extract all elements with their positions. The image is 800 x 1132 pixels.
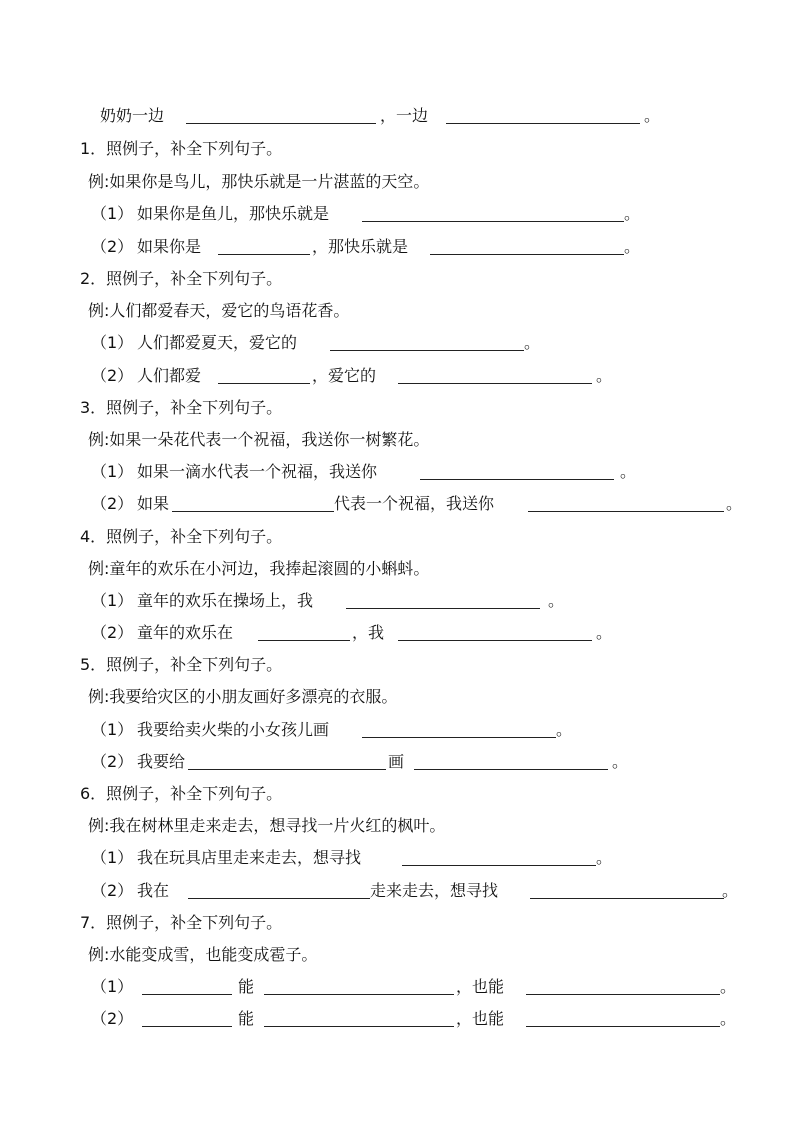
sentence-text: 能 [238,1009,255,1028]
sentence-end: 。 [722,881,739,900]
sentence-text: 如果一滴水代表一个祝福，我送你 [137,462,378,481]
item-number: （1） [91,462,134,481]
blank-field[interactable] [526,1026,720,1027]
blank-field[interactable] [362,737,556,738]
blank-field[interactable] [188,898,370,899]
sentence-text: 人们都爱夏天，爱它的 [137,333,298,352]
sentence-text: 我在 [137,881,170,900]
item-number: （2） [91,366,134,385]
blank-field[interactable] [526,994,720,995]
question-heading: 4．照例子，补全下列句子。 [80,527,283,546]
blank-field[interactable] [398,640,592,641]
sentence-text: 代表一个祝福，我送你 [334,494,495,513]
example-sentence: 例:人们都爱春天，爱它的鸟语花香。 [88,301,350,320]
blank-field[interactable] [398,383,592,384]
blank-field[interactable] [430,254,624,255]
item-number: （2） [91,752,134,771]
blank-field[interactable] [330,350,524,351]
item-number: （2） [91,237,134,256]
item-number: （1） [91,204,134,223]
example-sentence: 例:童年的欢乐在小河边，我捧起滚圆的小蝌蚪。 [88,559,430,578]
sentence-end: 。 [596,623,613,642]
blank-field[interactable] [402,865,596,866]
item-number: （1） [91,848,134,867]
question-heading: 1．照例子，补全下列句子。 [80,139,283,158]
sentence-end: 。 [556,720,573,739]
sentence-text: 走来走去，想寻找 [370,881,499,900]
blank-field[interactable] [528,511,724,512]
intro-text-a: 奶奶一边 [100,106,165,125]
intro-text-b: ，一边 [380,106,429,125]
sentence-end: 。 [726,494,743,513]
sentence-text: 童年的欢乐在操场上，我 [137,591,314,610]
blank-field[interactable] [420,479,614,480]
sentence-end: 。 [624,237,641,256]
blank-field[interactable] [264,1026,454,1027]
sentence-text: 我要给 [137,752,186,771]
item-number: （1） [91,977,134,996]
sentence-text: ，我 [352,623,385,642]
sentence-end: 。 [720,1009,737,1028]
sentence-text: ，也能 [456,1009,505,1028]
sentence-end: 。 [596,366,613,385]
item-number: （2） [91,623,134,642]
intro-end: 。 [644,106,661,125]
blank-field[interactable] [530,898,724,899]
blank-field[interactable] [258,640,350,641]
blank-field[interactable] [142,994,232,995]
question-heading: 3．照例子，补全下列句子。 [80,398,283,417]
sentence-text: ，也能 [456,977,505,996]
sentence-text: ，爱它的 [312,366,377,385]
sentence-end: 。 [548,591,565,610]
sentence-end: 。 [612,752,629,771]
sentence-end: 。 [596,848,613,867]
item-number: （2） [91,494,134,513]
example-sentence: 例:我在树林里走来走去，想寻找一片火红的枫叶。 [88,816,446,835]
question-heading: 6．照例子，补全下列句子。 [80,784,283,803]
blank-field[interactable] [218,383,310,384]
blank-field[interactable] [142,1026,232,1027]
example-sentence: 例:水能变成雪，也能变成雹子。 [88,945,318,964]
question-heading: 7．照例子，补全下列句子。 [80,913,283,932]
item-number: （1） [91,720,134,739]
blank-field[interactable] [414,769,608,770]
sentence-text: 童年的欢乐在 [137,623,234,642]
blank-field[interactable] [264,994,454,995]
sentence-text: 能 [238,977,255,996]
blank-field[interactable] [362,221,624,222]
sentence-text: 画 [388,752,405,771]
sentence-text: 如果你是鱼儿，那快乐就是 [137,204,330,223]
sentence-text: 如果你是 [137,237,202,256]
sentence-end: 。 [620,462,637,481]
sentence-text: 我在玩具店里走来走去，想寻找 [137,848,362,867]
blank-field[interactable] [186,123,376,124]
blank-field[interactable] [346,608,540,609]
item-number: （1） [91,333,134,352]
sentence-text: 我要给卖火柴的小女孩儿画 [137,720,330,739]
blank-field[interactable] [172,511,334,512]
example-sentence: 例:我要给灾区的小朋友画好多漂亮的衣服。 [88,687,398,706]
sentence-text: 人们都爱 [137,366,202,385]
example-sentence: 例:如果一朵花代表一个祝福，我送你一树繁花。 [88,430,430,449]
blank-field[interactable] [218,254,310,255]
sentence-text: ，那快乐就是 [312,237,409,256]
question-heading: 5．照例子，补全下列句子。 [80,655,283,674]
sentence-end: 。 [624,204,641,223]
question-heading: 2．照例子，补全下列句子。 [80,269,283,288]
example-sentence: 例:如果你是鸟儿，那快乐就是一片湛蓝的天空。 [88,172,430,191]
blank-field[interactable] [188,769,386,770]
sentence-end: 。 [524,333,541,352]
item-number: （1） [91,591,134,610]
item-number: （2） [91,1009,134,1028]
sentence-text: 如果 [137,494,170,513]
blank-field[interactable] [446,123,640,124]
sentence-end: 。 [720,977,737,996]
item-number: （2） [91,881,134,900]
